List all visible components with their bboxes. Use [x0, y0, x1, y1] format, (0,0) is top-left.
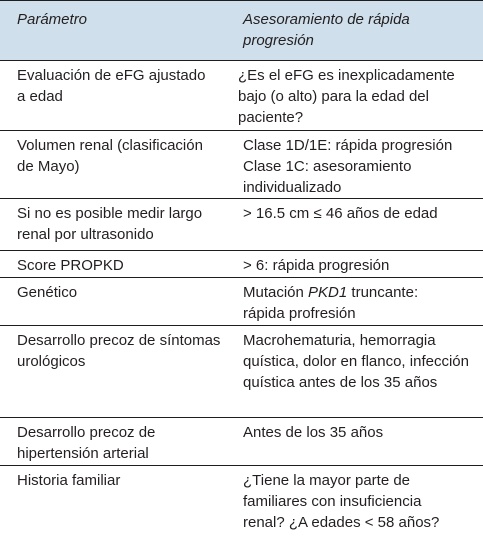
- row-parameter: Si no es posible medir largo renal por ultrasonido: [17, 205, 203, 243]
- assessment-line: Clase 1C: asesoramiento individualizado: [243, 158, 412, 196]
- assessment-text: truncante: rápida profresión: [243, 284, 419, 322]
- table-row: [0, 61, 483, 131]
- row-parameter: Evaluación de eFG ajustado a edad: [17, 67, 206, 105]
- table-row: [0, 418, 483, 466]
- row-assessment: [235, 131, 483, 198]
- header-assessment: Asesoramiento de rápida progresión: [243, 11, 410, 49]
- row-parameter: Desarrollo precoz de síntomas urológicos: [17, 332, 221, 370]
- row-assessment: Antes de los 35 años: [243, 424, 384, 441]
- row-parameter: Desarrollo precoz de hipertensión arterial: [17, 424, 156, 462]
- header-parameter: Parámetro: [17, 11, 88, 28]
- row-parameter: Score PROPKD: [17, 257, 124, 274]
- table-row: [0, 199, 483, 251]
- row-assessment: Macrohematuria, hemorragia quística, dolor en flanco, infección quística antes de los 35 años: [243, 332, 469, 391]
- row-assessment: ¿Tiene la mayor parte de familiares con insuficiencia renal? ¿A edades < 58 años?: [243, 472, 440, 531]
- table-row: [0, 326, 483, 418]
- assessment-line: Clase 1D/1E: rápida progresión: [243, 137, 453, 154]
- gene-name: PKD1: [308, 284, 348, 301]
- row-parameter: Historia familiar: [17, 472, 121, 489]
- row-assessment: [235, 278, 483, 325]
- row-assessment: ¿Es el eFG es inexplicadamente bajo (o alto) para la edad del paciente?: [238, 67, 455, 126]
- row-parameter: Volumen renal (clasificación de Mayo): [17, 137, 203, 175]
- table-row: [0, 131, 483, 199]
- table-row: [0, 466, 483, 546]
- row-parameter: Genético: [17, 284, 78, 301]
- row-assessment: > 6: rápida progresión: [243, 257, 390, 274]
- table-header: [0, 1, 483, 61]
- assessment-text: Mutación: [243, 284, 309, 301]
- row-assessment: > 16.5 cm ≤ 46 años de edad: [243, 205, 438, 222]
- table-row: [0, 278, 483, 326]
- table-row: [0, 251, 483, 278]
